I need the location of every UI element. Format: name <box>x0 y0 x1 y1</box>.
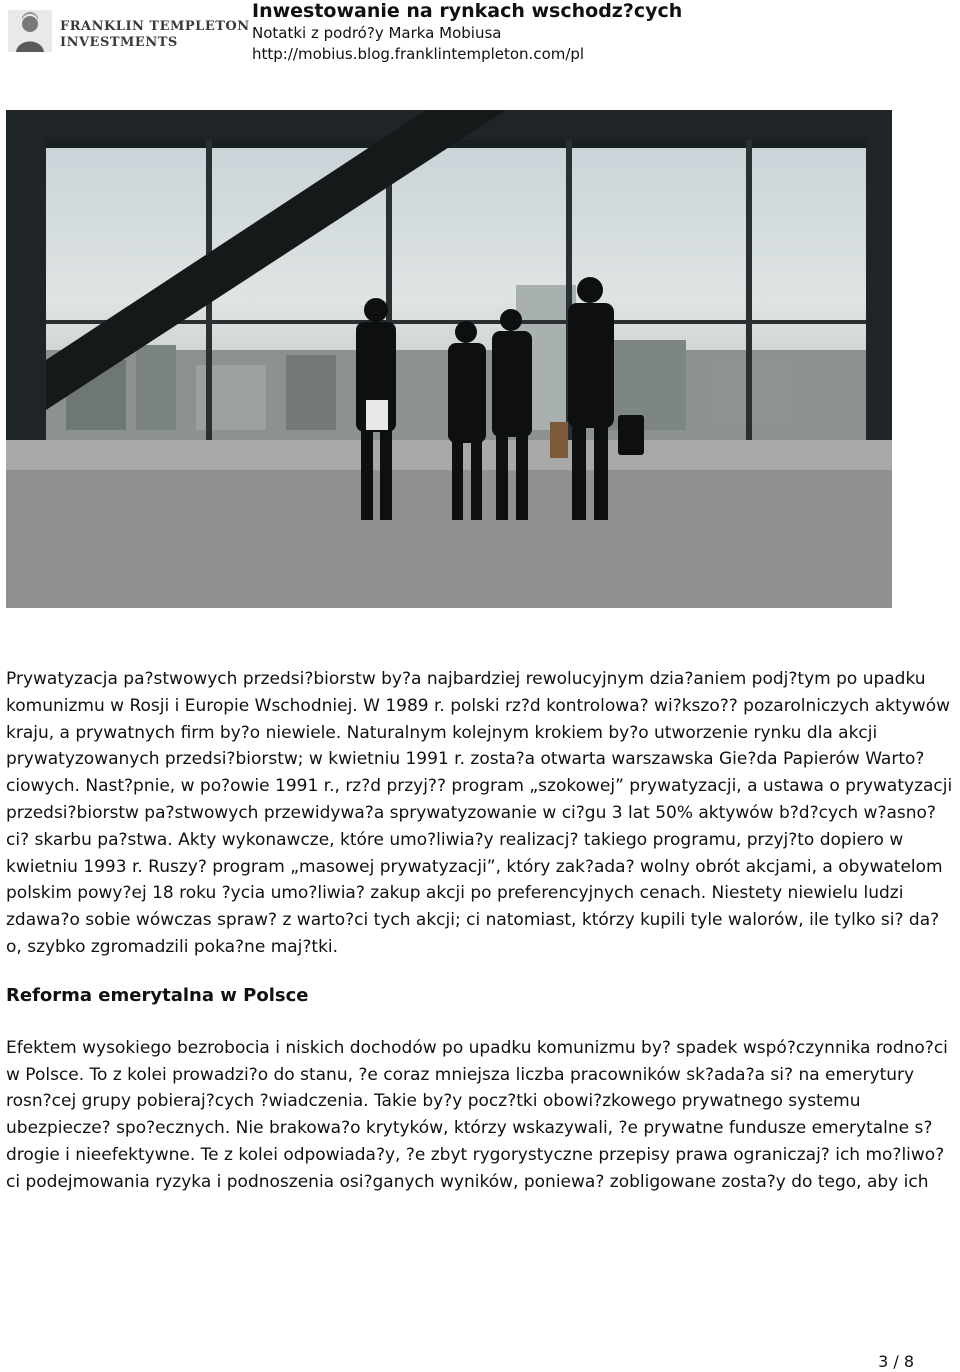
article-paragraph: Efektem wysokiego bezrobocia i niskich dochodów po upadku komunizmu by? spadek wspó?czynnika rodno?ci w Polsce. To z kolei prowadzi?o do stanu, ?e coraz mniejsza liczba pracowników sk?ada?a si? na emerytury rosn?cej grupy pobieraj?cych ?wiadczenia. Takie by?y pocz?tki obowi?zkowego prywatnego systemu ubezpiecze? spo?ecznych. Nie brakowa?o krytyków, którzy wskazywali, ?e prywatne fundusze emerytalne s? drogie i nieefektywne. Te z kolei odpowiada?y, ?e zbyt rygorystyczne przepisy prawa ograniczaj? ich mo?liwo?ci podejmowania ryzyka i podnoszenia osi?ganych wyników, poniewa? zobligowane zosta?y do tego, aby ich <box>6 1037 948 1192</box>
franklin-templeton-logo <box>8 8 250 54</box>
article-paragraph: Prywatyzacja pa?stwowych przedsi?biorstw by?a najbardziej rewolucyjnym dzia?aniem podj?tym po upadku komunizmu w Rosji i Europie Wschodniej. W 1989 r. polski rz?d kontrolowa? wi?kszo?? pozarolniczych aktywów kraju, a prywatnych firm by?o niewiele. Naturalnym kolejnym krokiem by?o utworzenie rynku dla akcji prywatyzowanych przedsi?biorstw; w kwietniu 1991 r. zosta?a otwarta warszawska Gie?da Papierów Warto?ciowych. Nast?pnie, w po?owie 1991 r., rz?d przyj?? program „szokowej” prywatyzacji, a ustawa o prywatyzacji przedsi?biorstw pa?stwowych przewidywa?a sprywatyzowanie w ci?gu 3 lat 50% aktywów b?d?cych w?asno?ci? skarbu pa?stwa. Akty wykonawcze, które umo?liwia?y realizacj? takiego programu, przyj?to dopiero w kwietniu 1993 r. Ruszy? program „masowej prywatyzacji”, który zak?ada? wolny obrót akcjami, a obywatelom polskim powy?ej 18 roku ?ycia umo?liwia? zakup akcji po preferencyjnych cenach. Niestety niewielu ludzi zdawa?o sobie wówczas spraw? z warto?ci tych akcji; ci natomiast, którzy kupili tyle walorów, ile tylko si? da?o, szybko zgromadzili poka?ne maj?tki. <box>6 669 953 957</box>
page-number: 3 / 8 <box>878 1352 914 1371</box>
logo-line1: FRANKLIN TEMPLETON <box>60 19 250 34</box>
article-body <box>6 666 954 1196</box>
section-heading: Reforma emerytalna w Polsce <box>6 984 309 1006</box>
blog-subtitle: Notatki z podró?y Marka Mobiusa <box>252 24 502 42</box>
logo-line2: INVESTMENTS <box>60 35 178 50</box>
blog-url: http://mobius.blog.franklintempleton.com/pl <box>252 45 585 63</box>
business-people-photo <box>6 110 892 608</box>
page-header <box>0 0 960 63</box>
blog-title: Inwestowanie na rynkach wschodz?cych <box>252 0 683 22</box>
